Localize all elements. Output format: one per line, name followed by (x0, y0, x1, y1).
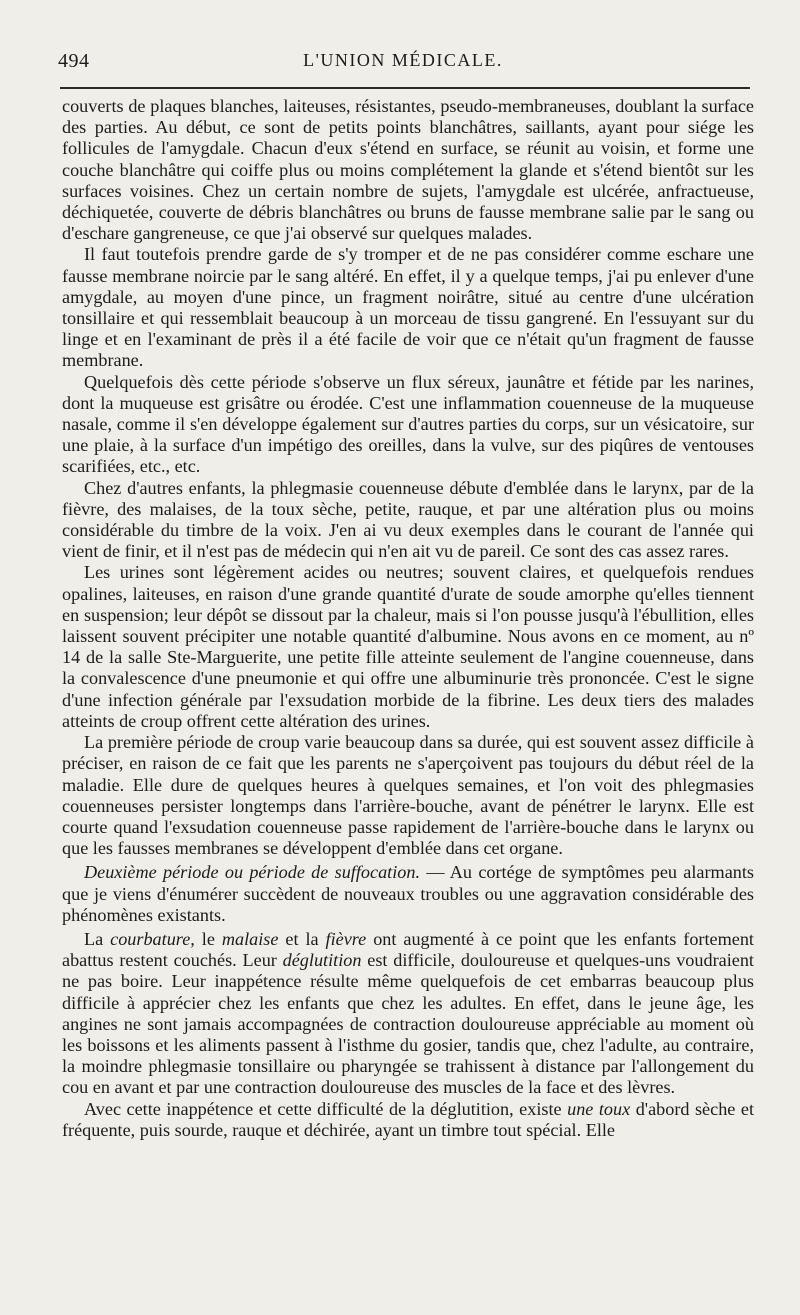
italic-term-une-toux: une toux (567, 1098, 631, 1119)
italic-term-deglutition: déglutition (282, 950, 362, 971)
paragraph-7 (62, 862, 754, 926)
text-run: est difficile, douloureuse et quelques-uns voudraient ne pas boire. Leur inappétence résulte même quelquefois de cet embarras beaucoup plus difficile à apprécier chez les enfants que chez les adultes. En effet, dans le jeune âge, les angines ne sont jamais accompagnées de contraction douloureuse appréciable au moment où les boissons et les aliments passent à l'isthme du gosier, tandis que, chez l'adulte, au contraire, la moindre phlegmasie tonsillaire ou pharyngée se trahissent à distance par l'allongement du cou en avant et par une contraction douloureuse des muscles de la face et des lèvres. (62, 950, 754, 1098)
italic-term-malaise: malaise (221, 928, 279, 949)
italic-term-courbature: courbature, (110, 928, 195, 949)
paragraph-3: Quelquefois dès cette période s'observe un flux séreux, jaunâtre et fétide par les narines, dont la muqueuse est grisâtre ou érodée. C'est une inflammation couenneuse de la muqueuse nasale, comme il s'en développe également sur d'autres parties du corps, sur un vésicatoire, sur une plaie, à la surface d'un impétigo des oreilles, dans la vulve, sur des piqûres de ventouses scarifiées, etc., etc. (62, 371, 754, 477)
page-header (58, 50, 748, 86)
header-rule (60, 87, 750, 89)
text-run: ont augmenté à ce point que les enfants fortement abattus restent couchés. Leur (62, 928, 754, 971)
text-run: d'abord sèche et fréquente, puis sourde, rauque et déchirée, ayant un timbre tout spécial. Elle (62, 1098, 754, 1140)
paragraph-7-text: — Au cortége de symptômes peu alarmants que je viens d'énumérer succèdent de nouveaux troubles ou une aggravation considérable des phénomènes existants. (62, 862, 754, 925)
running-title: L'UNION MÉDICALE. (303, 50, 503, 70)
paragraph-1: couverts de plaques blanches, laiteuses, résistantes, pseudo-membraneuses, doublant la surface des parties. Au début, ce sont de petits points blanchâtres, saillants, ayant pour siége les follicules de l'amygdale. Chacun d'eux s'étend en surface, se réunit au voisin, et forme une couche blanchâtre qui coiffe plus ou moins complétement la glande et s'étend bientôt sur les surfaces voisines. Chez un certain nombre de sujets, l'amygdale est ulcérée, anfractueuse, déchiquetée, couverte de débris blanchâtres ou bruns de fausse membrane salie par le sang ou d'eschare gangreneuse, ce que j'ai observé sur quelques malades. (62, 96, 754, 244)
page-number: 494 (58, 50, 90, 72)
paragraph-8 (62, 929, 754, 1099)
paragraph-5: Les urines sont légèrement acides ou neutres; souvent claires, et quelquefois rendues opalines, laiteuses, en raison d'une grande quantité d'urate de soude amorphe qu'elles tiennent en suspension; leur dépôt se dissout par la chaleur, mais si l'on pousse jusqu'à l'ébullition, elles laissent souvent précipiter une notable quantité d'albumine. Nous avons en ce moment, au nº 14 de la salle Ste-Marguerite, une petite fille atteinte seulement de l'angine couenneuse, dans la convalescence d'une pneumonie et qui offre une albuminurie très prononcée. C'est le signe d'une infection générale par l'exsudation morbide de la fibrine. Les deux tiers des malades atteints de croup offrent cette altération des urines. (62, 562, 754, 731)
paragraph-4: Chez d'autres enfants, la phlegmasie couenneuse débute d'emblée dans le larynx, par de la fièvre, des malaises, de la toux sèche, petite, rauque, et par une altération plus ou moins considérable du timbre de la voix. J'en ai vu deux exemples dans le courant de l'année qui vient de finir, et il n'est pas de médecin qui n'en ait vu de pareil. Ce sont des cas assez rares. (62, 477, 754, 562)
italic-term-fievre: fièvre (325, 928, 367, 949)
text-run: La (84, 928, 111, 949)
section-heading-second-period: Deuxième période ou période de suffocation. (84, 862, 421, 883)
paragraph-9 (62, 1099, 754, 1141)
paragraph-2: Il faut toutefois prendre garde de s'y tromper et de ne pas considérer comme eschare une fausse membrane noircie par le sang altéré. En effet, il y a quelque temps, j'ai pu enlever d'une amygdale, au moyen d'une pince, un fragment noirâtre, situé au centre d'une ulcération tonsillaire et qui ressemblait beaucoup à un morceau de tissu gangrené. En l'essuyant sur du linge et en l'examinant de près il a été facile de voir que ce n'était qu'un fragment de fausse membrane. (62, 244, 754, 371)
text-run: le (194, 928, 222, 949)
article-body (62, 96, 754, 1141)
paragraph-6: La première période de croup varie beaucoup dans sa durée, qui est souvent assez difficile à préciser, en raison de ce fait que les parents ne s'aperçoivent pas toujours du début réel de la maladie. Elle dure de quelques heures à quelques semaines, et l'on voit des phlegmasies couenneuses persister longtemps dans l'arrière-bouche, avant de pénétrer le larynx. Elle est courte quand l'exsudation couenneuse passe rapidement de l'arrière-bouche dans le larynx ou que les fausses membranes se développent d'emblée dans cet organe. (62, 732, 754, 859)
text-run: Avec cette inappétence et cette difficulté de la déglutition, existe (84, 1098, 568, 1119)
text-run: et la (278, 928, 326, 949)
